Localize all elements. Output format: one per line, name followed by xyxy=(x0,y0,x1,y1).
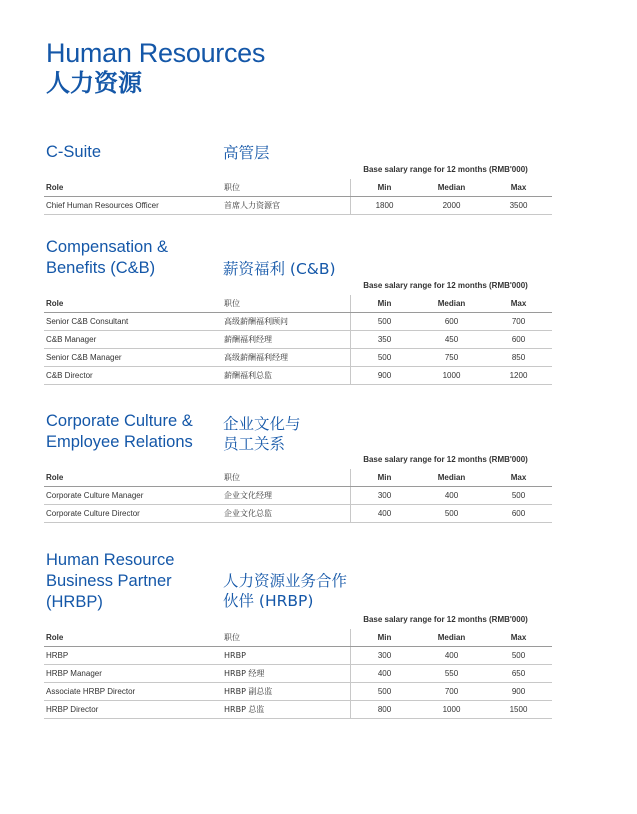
cell-max: 500 xyxy=(485,487,552,505)
table-row xyxy=(44,683,552,701)
cell-role: C&B Manager xyxy=(44,331,221,349)
col-max: Max xyxy=(485,295,552,313)
cell-role: HRBP xyxy=(44,647,221,665)
cell-role-zh: HRBP xyxy=(221,647,351,665)
cell-role-zh: 企业文化经理 xyxy=(221,487,351,505)
salary-table xyxy=(44,179,552,215)
table-row xyxy=(44,487,552,505)
cell-min: 350 xyxy=(351,331,419,349)
salary-range-label: Base salary range for 12 months (RMB'000) xyxy=(363,615,528,624)
table-row xyxy=(44,367,552,385)
cell-min: 300 xyxy=(351,647,419,665)
cell-min: 300 xyxy=(351,487,419,505)
salary-table xyxy=(44,295,552,385)
cell-median: 2000 xyxy=(418,197,485,215)
section-title-en: Corporate Culture & Employee Relations xyxy=(46,412,193,451)
cell-median: 700 xyxy=(418,683,485,701)
col-max: Max xyxy=(485,179,552,197)
page-title-zh: 人力资源 xyxy=(46,69,142,98)
cell-min: 500 xyxy=(351,683,419,701)
cell-median: 500 xyxy=(418,505,485,523)
cell-role-zh: 薪酬福利总监 xyxy=(221,367,351,385)
table-row xyxy=(44,505,552,523)
section-title-zh: 企业文化与 员工关系 xyxy=(223,415,301,453)
section-title-en: C-Suite xyxy=(46,143,102,161)
cell-max: 1500 xyxy=(485,701,552,719)
cell-max: 500 xyxy=(485,647,552,665)
col-role: Role xyxy=(44,179,221,197)
cell-role-zh: 高级薪酬福利顾问 xyxy=(221,313,351,331)
cell-min: 500 xyxy=(351,349,419,367)
table-row xyxy=(44,665,552,683)
cell-median: 550 xyxy=(418,665,485,683)
cell-max: 1200 xyxy=(485,367,552,385)
cell-role-zh: 薪酬福利经理 xyxy=(221,331,351,349)
cell-max: 3500 xyxy=(485,197,552,215)
cell-role-zh: 首席人力资源官 xyxy=(221,197,351,215)
cell-role-zh: 高级薪酬福利经理 xyxy=(221,349,351,367)
cell-max: 600 xyxy=(485,505,552,523)
salary-table xyxy=(44,629,552,719)
cell-role: HRBP Manager xyxy=(44,665,221,683)
section-title-en: Compensation & Benefits (C&B) xyxy=(46,238,168,277)
cell-median: 1000 xyxy=(418,701,485,719)
cell-role-zh: HRBP 经理 xyxy=(221,665,351,683)
cell-min: 500 xyxy=(351,313,419,331)
cell-median: 1000 xyxy=(418,367,485,385)
cell-role-zh: 企业文化总监 xyxy=(221,505,351,523)
cell-max: 900 xyxy=(485,683,552,701)
col-role: Role xyxy=(44,469,221,487)
cell-median: 400 xyxy=(418,647,485,665)
cell-median: 750 xyxy=(418,349,485,367)
cell-role: Senior C&B Consultant xyxy=(44,313,221,331)
cell-role: HRBP Director xyxy=(44,701,221,719)
section-title-zh: 高管层 xyxy=(223,144,270,162)
col-role: Role xyxy=(44,629,221,647)
cell-role: Chief Human Resources Officer xyxy=(44,197,221,215)
cell-median: 600 xyxy=(418,313,485,331)
col-min: Min xyxy=(351,469,419,487)
cell-role-zh: HRBP 副总监 xyxy=(221,683,351,701)
col-max: Max xyxy=(485,469,552,487)
table-row xyxy=(44,701,552,719)
cell-max: 650 xyxy=(485,665,552,683)
col-role-zh: 职位 xyxy=(221,179,351,197)
col-median: Median xyxy=(418,629,485,647)
table-row xyxy=(44,647,552,665)
cell-min: 400 xyxy=(351,665,419,683)
cell-max: 600 xyxy=(485,331,552,349)
section-title-en: Human Resource Business Partner (HRBP) xyxy=(46,551,175,611)
page-title-en: Human Resources xyxy=(46,38,266,68)
col-role: Role xyxy=(44,295,221,313)
table-row xyxy=(44,349,552,367)
page-title xyxy=(46,38,265,97)
col-median: Median xyxy=(418,469,485,487)
table-row xyxy=(44,331,552,349)
cell-role: Senior C&B Manager xyxy=(44,349,221,367)
salary-range-label: Base salary range for 12 months (RMB'000) xyxy=(363,455,528,464)
salary-range-label: Base salary range for 12 months (RMB'000) xyxy=(363,165,528,174)
col-role-zh: 职位 xyxy=(221,295,351,313)
table-row xyxy=(44,313,552,331)
cell-max: 850 xyxy=(485,349,552,367)
table-row xyxy=(44,197,552,215)
cell-max: 700 xyxy=(485,313,552,331)
cell-role: Associate HRBP Director xyxy=(44,683,221,701)
cell-role: C&B Director xyxy=(44,367,221,385)
salary-table xyxy=(44,469,552,523)
cell-min: 800 xyxy=(351,701,419,719)
cell-min: 900 xyxy=(351,367,419,385)
col-role-zh: 职位 xyxy=(221,629,351,647)
cell-median: 400 xyxy=(418,487,485,505)
col-median: Median xyxy=(418,295,485,313)
col-role-zh: 职位 xyxy=(221,469,351,487)
cell-role: Corporate Culture Manager xyxy=(44,487,221,505)
section-title-zh: 人力资源业务合作 伙伴 (HRBP) xyxy=(223,572,348,610)
col-max: Max xyxy=(485,629,552,647)
cell-role-zh: HRBP 总监 xyxy=(221,701,351,719)
cell-min: 1800 xyxy=(351,197,419,215)
cell-min: 400 xyxy=(351,505,419,523)
cell-role: Corporate Culture Director xyxy=(44,505,221,523)
col-min: Min xyxy=(351,629,419,647)
col-min: Min xyxy=(351,295,419,313)
col-min: Min xyxy=(351,179,419,197)
salary-range-label: Base salary range for 12 months (RMB'000) xyxy=(363,281,528,290)
col-median: Median xyxy=(418,179,485,197)
cell-median: 450 xyxy=(418,331,485,349)
section-title-zh: 薪资福利 (C&B) xyxy=(223,260,336,278)
